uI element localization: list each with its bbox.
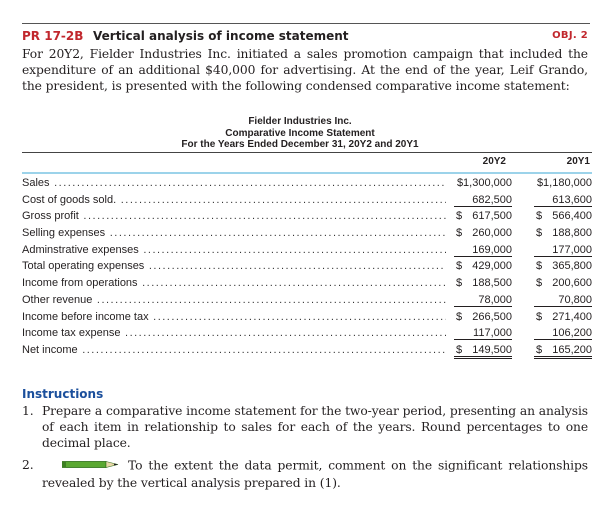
instruction-text: Prepare a comparative income statement for the two-year period, presenting an analysis of each item in relationship to sales for each of the years. Round percentages to one decimal place. — [42, 404, 588, 450]
currency-symbol: $ — [536, 343, 543, 356]
currency-symbol: $ — [536, 277, 543, 290]
table-row — [22, 309, 592, 326]
currency-symbol: $ — [536, 227, 543, 240]
row-label: Sales ..... — [22, 175, 446, 192]
income-statement-table — [22, 175, 592, 359]
row-label: Cost of goods sold. ..... — [22, 192, 446, 209]
statement-title: Comparative Income Statement — [225, 127, 375, 139]
currency-symbol: $ — [456, 343, 463, 356]
row-label: Adminstrative expenses ..... — [22, 242, 446, 259]
table-row — [22, 258, 592, 275]
row-value-20y2 — [454, 342, 512, 359]
statement-period: For the Years Ended December 31, 20Y2 and 20Y1 — [181, 139, 419, 150]
row-value-20y1 — [534, 225, 592, 239]
row-value-20y1: 70,800 — [534, 292, 592, 307]
row-value-20y1 — [534, 309, 592, 323]
currency-symbol: $ — [456, 260, 463, 273]
row-value-20y1: 177,000 — [534, 242, 592, 257]
amount: 188,500 — [472, 277, 512, 290]
currency-symbol: $ — [456, 227, 463, 240]
column-header-20y1: 20Y1 — [566, 156, 590, 167]
amount: 429,000 — [472, 260, 512, 273]
row-label: Income from operations ..... — [22, 275, 446, 292]
row-label: Gross profit ..... — [22, 208, 446, 225]
row-value-20y2: 78,000 — [454, 292, 512, 307]
currency-symbol: $ — [456, 277, 463, 290]
amount: 200,600 — [552, 277, 592, 290]
row-value-20y2: $1,300,000 — [456, 177, 512, 189]
amount: 266,500 — [472, 310, 512, 323]
row-value-20y2: 169,000 — [454, 242, 512, 257]
statement-heading — [150, 116, 450, 151]
row-value-20y1: 106,200 — [534, 325, 592, 340]
table-row — [22, 325, 592, 342]
amount: 365,800 — [552, 260, 592, 273]
row-value-20y2 — [454, 208, 512, 222]
instruction-text: To the extent the data permit, comment on the significant relationships revealed by the vertical analysis prepared in (1). — [42, 458, 588, 490]
row-label: Other revenue ..... — [22, 292, 446, 309]
row-label: Net income ..... — [22, 342, 446, 359]
row-label: Income before income tax ..... — [22, 309, 446, 326]
row-label: Total operating expenses ..... — [22, 258, 446, 275]
row-value-20y2 — [454, 275, 512, 289]
currency-symbol: $ — [536, 310, 543, 323]
table-row — [22, 192, 592, 209]
instruction-number: 2. — [22, 458, 34, 472]
currency-symbol: $ — [456, 310, 463, 323]
currency-symbol: $ — [536, 210, 543, 223]
row-label: Income tax expense ..... — [22, 325, 446, 342]
instruction-number: 1. — [22, 404, 34, 418]
amount: 271,400 — [552, 310, 592, 323]
problem-header — [22, 29, 588, 45]
row-value-20y1 — [534, 258, 592, 272]
row-value-20y2 — [454, 309, 512, 323]
table-row — [22, 175, 592, 192]
row-label: Selling expenses ..... — [22, 225, 446, 242]
table-row — [22, 292, 592, 309]
row-value-20y1 — [534, 342, 592, 359]
table-header-rule — [22, 152, 592, 153]
table-row — [22, 208, 592, 225]
amount: 188,800 — [552, 227, 592, 240]
row-value-20y1 — [534, 275, 592, 289]
table-row — [22, 342, 592, 359]
row-value-20y1 — [534, 208, 592, 222]
amount: 149,500 — [472, 343, 512, 356]
pencil-icon — [62, 457, 120, 473]
amount: 165,200 — [552, 343, 592, 356]
table-row — [22, 275, 592, 292]
column-header-20y2: 20Y2 — [482, 156, 506, 167]
instruction-item — [22, 403, 588, 451]
amount: 260,000 — [472, 227, 512, 240]
amount: 617,500 — [472, 210, 512, 223]
amount: 566,400 — [552, 210, 592, 223]
row-value-20y1: $1,180,000 — [536, 177, 592, 189]
row-value-20y2: 117,000 — [454, 325, 512, 340]
table-header-band — [22, 172, 592, 174]
instructions-title: Instructions — [22, 387, 104, 401]
top-rule — [22, 23, 590, 24]
table-row — [22, 242, 592, 259]
objective-label: OBJ. 2 — [552, 30, 588, 41]
instruction-body — [42, 457, 588, 491]
problem-id: PR 17-2B — [22, 29, 84, 43]
row-value-20y2: 682,500 — [454, 192, 512, 207]
currency-symbol: $ — [456, 210, 463, 223]
row-value-20y2 — [454, 225, 512, 239]
row-value-20y2 — [454, 258, 512, 272]
row-value-20y1: 613,600 — [534, 192, 592, 207]
currency-symbol: $ — [536, 260, 543, 273]
instruction-item — [22, 457, 588, 491]
problem-title: Vertical analysis of income statement — [93, 29, 349, 43]
intro-paragraph: For 20Y2, Fielder Industries Inc. initiated a sales promotion campaign that included the expenditure of an additional $40,000 for advertising. At the end of the year, Leif Grando, the president, is presented with the following condensed comparative income statement: — [22, 47, 588, 93]
company-name: Fielder Industries Inc. — [248, 116, 352, 127]
table-row — [22, 225, 592, 242]
